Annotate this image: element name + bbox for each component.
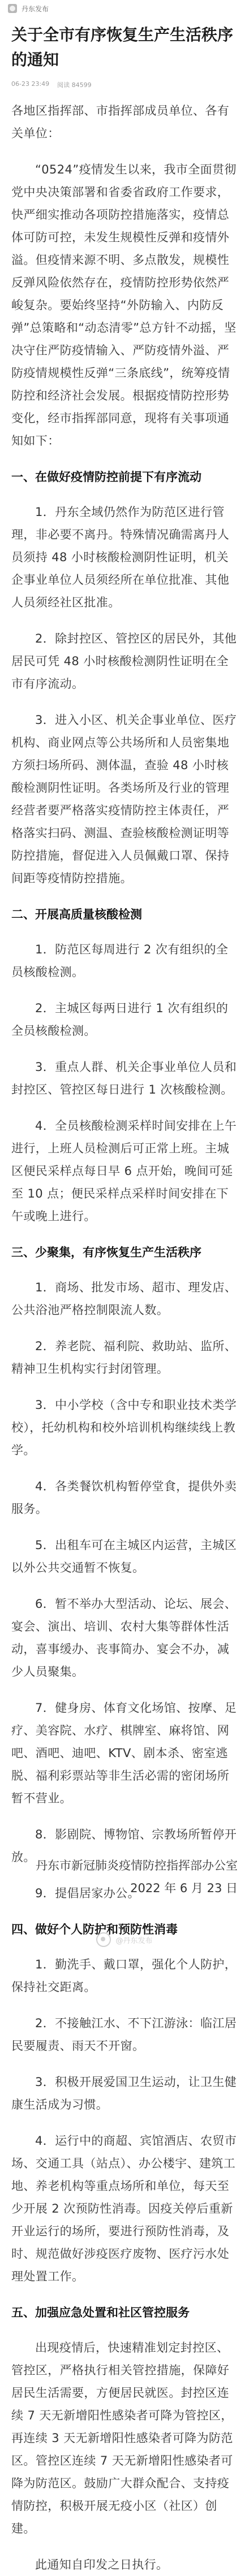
paragraph: 2．不接触江水、不下江游泳：临江居民要履责、雨天不开窗。 <box>11 2016 237 2053</box>
paragraph: 3．中小学校（含中专和职业技术类学校），托幼机构和校外培训机构继续线上教学。 <box>11 1398 237 1457</box>
publish-time: 06-23 23:49 <box>11 80 50 88</box>
paragraph: 1．防范区每周进行 2 次有组织的全员核酸检测。 <box>11 943 229 979</box>
paragraph: 6．暂不举办大型活动、论坛、展会、宴会、演出、培训、农村大集等群体性活动，喜事缓办、丧事简办、宴会不办，减少人员聚集。 <box>11 1597 237 1679</box>
paragraph: 此通知自印发之日执行。 <box>35 2558 169 2571</box>
paragraph: 2．养老院、福利院、救助站、监所、精神卫生机构实行封闭管理。 <box>11 1339 237 1376</box>
article-title: 关于全市有序恢复生产生活秩序的通知 <box>11 25 234 69</box>
weibo-watermark <box>85 1929 164 1950</box>
section-heading: 四、做好个人防护和预防性消毒 <box>11 1923 178 1936</box>
paragraph: 8．影剧院、博物馆、宗教场所暂停开放。 <box>11 1828 237 1864</box>
issuer: 丹东市新冠肺炎疫情防控指挥部办公室 <box>36 1859 238 1872</box>
paragraph: 3．积极开展爱国卫生运动，让卫生健康生活成为习惯。 <box>11 2075 237 2111</box>
paragraph: 2．除封控区、管控区的居民外，其他居民可凭 48 小时核酸检测阴性证明在全市有序流动。 <box>11 632 237 691</box>
paragraph: 1．商场、批发市场、超市、理发店、公共浴池严格控制限流人数。 <box>11 1281 237 1317</box>
paragraph: 4．各类餐饮机构暂停堂食，提供外卖服务。 <box>11 1480 237 1516</box>
paragraph: 1．勤洗手、戴口罩，强化个人防护，保持社交距离。 <box>11 1958 237 1994</box>
source-bar <box>0 0 249 17</box>
weibo-icon <box>96 1932 111 1947</box>
section-heading: 二、开展高质量核酸检测 <box>11 908 142 921</box>
section-heading: 五、加强应急处置和社区管控服务 <box>11 2306 190 2319</box>
paragraph: 4．全员核酸检测采样时间安排在上午进行，上班人员检测后可正常上班。主城区便民采样点每日早 6 点开始，晚间可延至 10 点；便民采样点采样时间安排在下午或晚上进行。 <box>11 1119 237 1223</box>
paragraph: 4．运行中的商超、宾馆酒店、农贸市场、交通工具（站点）、办公楼宇、建筑工地、养老机构等重点场所和单位，每天至少开展 2 次预防性消毒。因疫关停后重新开业运行的场所，要进行预防性消毒，及时、规范做好涉疫医疗废物、医疗污水处理处置工作。 <box>11 2134 237 2283</box>
article-meta <box>11 80 238 89</box>
paragraph: 3．重点人群、机关企事业单位人员和封控区、管控区每日进行 1 次核酸检测。 <box>11 1060 237 1096</box>
paragraph: 9．提倡居家办公。 <box>35 1887 140 1900</box>
source-name[interactable]: 丹东发布 <box>22 5 49 13</box>
paragraph: 各地区指挥部、市指挥部成员单位、各有关单位： <box>11 104 230 140</box>
watermark-text: @丹东发布 <box>115 1936 153 1945</box>
article-body <box>11 99 238 2576</box>
section-heading: 一、在做好疫情防控前提下有序流动 <box>11 470 201 484</box>
paragraph: “0524”疫情发生以来，我市全面贯彻党中央决策部署和省委省政府工作要求，快严细实推动各项防控措施落实，疫情总体可防可控，未发生规模性反弹和疫情外溢。但疫情来源不明、多点散发，规模性反弹风险依然存在，疫情防控形势依然严峻复杂。要始终坚持“外防输入、内防反弹”总策略和“动态清零”总方针不动摇，坚决守住严防疫情输入、严防疫情外溢、严防疫情规模性反弹“三条底线”，统筹疫情防控和经济社会发展。根据疫情防控形势变化，经市指挥部同意，现将有关事项通知如下： <box>11 163 237 448</box>
paragraph: 2．主城区每两日进行 1 次有组织的全员核酸检测。 <box>11 1001 229 1038</box>
paragraph: 7．健身房、体育文化场馆、按摩、足疗、美容院、水疗、棋牌室、麻将馆、网吧、酒吧、迪吧、KTV、剧本杀、密室逃脱、福利彩票站等非生活必需的密闭场所暂不营业。 <box>11 1701 237 1805</box>
paragraph: 出现疫情后，快速精准划定封控区、管控区，严格执行相关管控措施，保障好居民生活需要，方便居民就医。封控区连续 7 天无新增阳性感染者可降为管控区，再连续 3 天无新增阳性感染者可降为防范区。管控区连续 7 天无新增阳性感染者可降为防范区。鼓励广大群众配合、支持疫情防控，积极开展无疫小区（社区）创建。 <box>11 2341 233 2535</box>
paragraph: 1．丹东全域仍然作为防范区进行管理，非必要不离丹。特殊情况确需离丹人员须持 48 小时核酸检测阴性证明，机关企事业单位人员须经所在单位批准、其他人员须经社区批准。 <box>11 505 230 609</box>
issue-date: 2022 年 6 月 23 日 <box>130 1881 238 1895</box>
source-logo-icon <box>8 4 17 13</box>
paragraph: 3．进入小区、机关企事业单位、医疗机构、商业网点等公共场所和人员密集地方须扫场所码、测体温，查验 48 小时核酸检测阴性证明。各类场所及行业的管理经营者要严格落实疫情防控主体责任，严格落实扫码、测温、查验核酸检测证明等防控措施，督促进入人员佩戴口罩、保持间距等疫情防控措施。 <box>11 713 237 885</box>
paragraph: 5．出租车可在主城区内运营，主城区以外公共交通暂不恢复。 <box>11 1538 237 1575</box>
section-heading: 三、少聚集，有序恢复生产生活秩序 <box>11 1246 201 1259</box>
article-footer <box>11 1854 238 1900</box>
view-count: 阅读 84599 <box>57 81 92 89</box>
